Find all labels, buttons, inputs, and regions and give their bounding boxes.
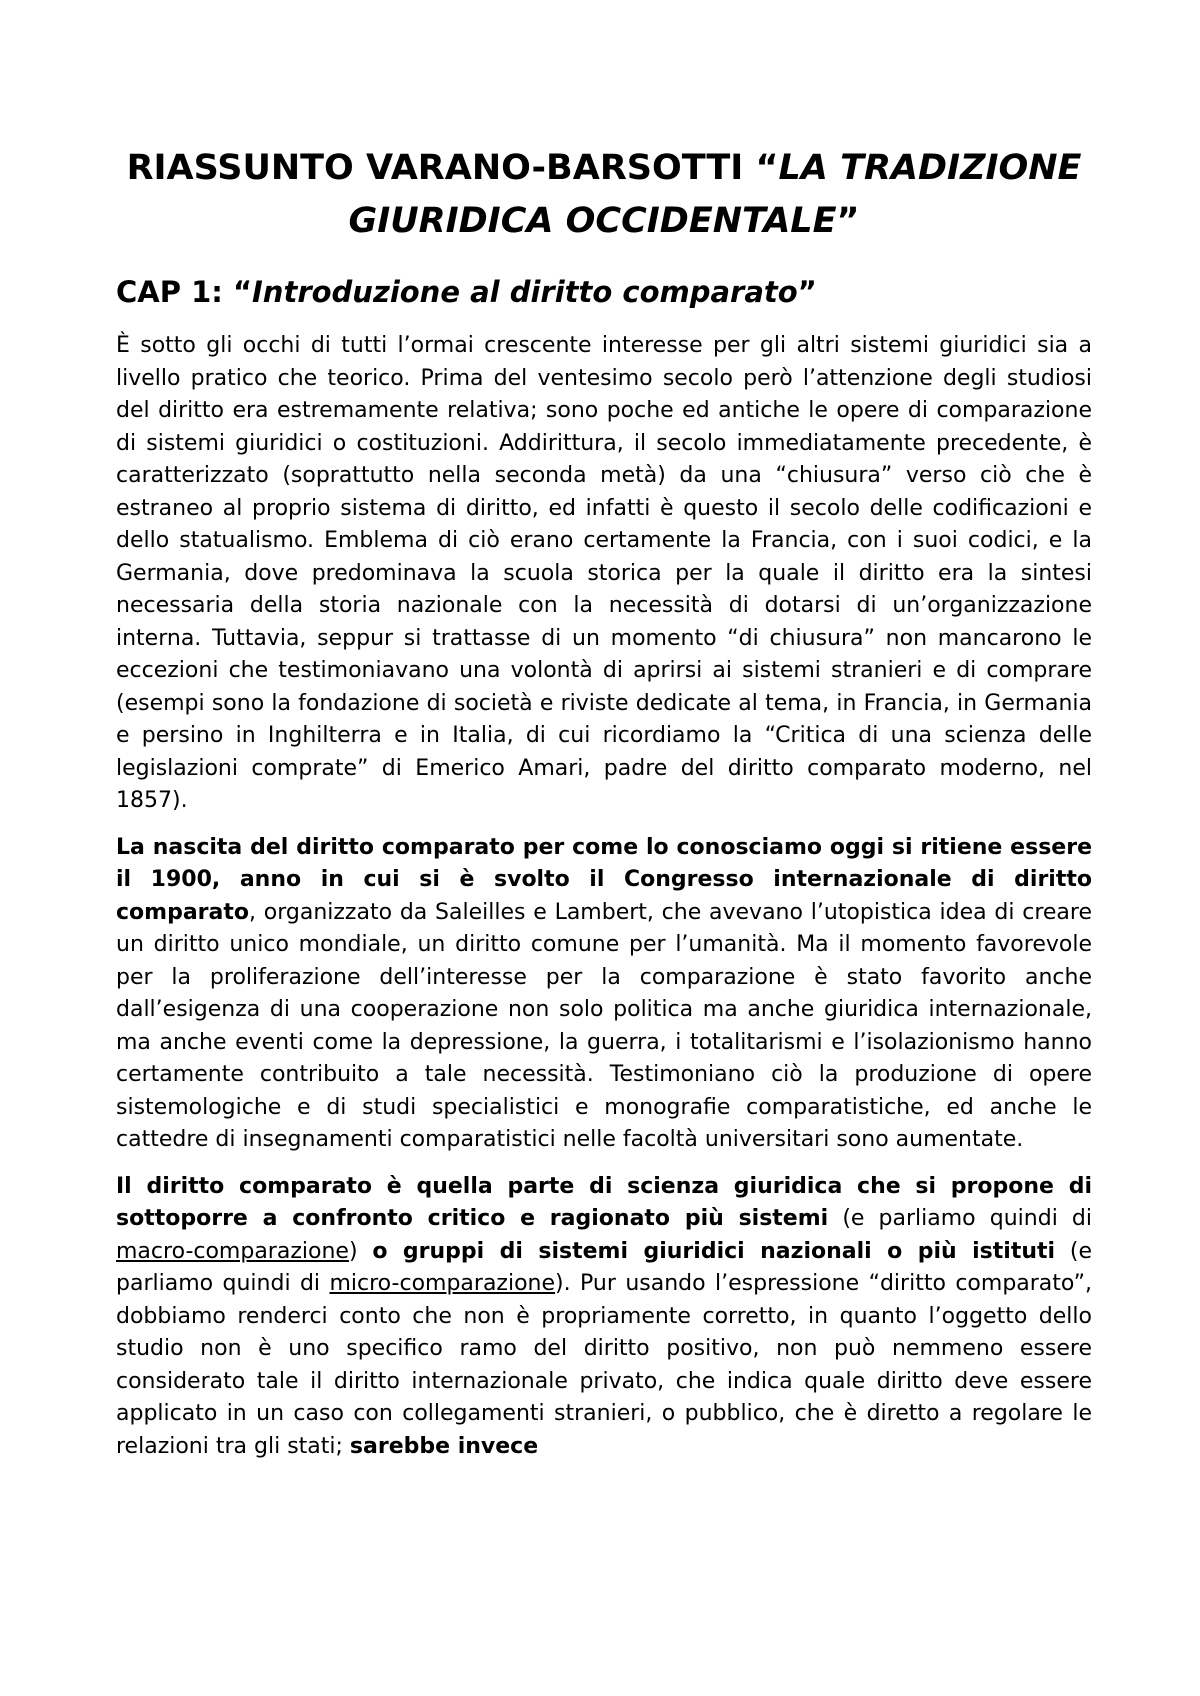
chapter-close-quote: ” [797,275,817,309]
paragraph-2-bold: La nascita del diritto comparato per come lo conosciamo oggi si ritiene essere il 1900, anno in cui si è svolto il Congresso internazionale di diritto comparato [116,834,1092,925]
macro-comparazione-term: macro-comparazione [116,1238,349,1264]
paragraph-3-bold-3: sarebbe invece [349,1433,539,1459]
title-close-quote: ” [836,201,860,241]
paragraph-3-text-1: (e parliamo quindi di [828,1206,1092,1231]
document-title [116,142,1092,248]
paragraph-3-text-2: ) [348,1238,373,1264]
micro-comparazione-term: micro-comparazione [329,1271,556,1296]
title-plain: RIASSUNTO VARANO-BARSOTTI “ [126,148,779,188]
paragraph-3 [116,1171,1092,1464]
paragraph-2 [116,832,1092,1157]
paragraph-3-bold-1: Il diritto comparato è quella parte di scienza giuridica che si propone di sottoporre a confronto critico e ragionato più sistemi [116,1173,1092,1231]
chapter-heading [116,272,1092,312]
paragraph-3-bold-2: o gruppi di sistemi giuridici nazionali o più istituti [372,1238,1056,1264]
chapter-title: Introduzione al diritto comparato [252,275,798,309]
paragraph-1: È sotto gli occhi di tutti l’ormai crescente interesse per gli altri sistemi giuridici sia a livello pratico che teorico. Prima del ventesimo secolo però l’attenzione degli studiosi del diritto era estremamente relativa; sono poche ed antiche le opere di comparazione di sistemi giuridici o costituzioni. Addirittura, il secolo immediatamente precedente, è caratterizzato (soprattutto nella seconda metà) da una “chiusura” verso ciò che è estraneo al proprio sistema di diritto, ed infatti è questo il secolo delle codificazioni e dello statualismo. Emblema di ciò erano certamente la Francia, con i suoi codici, e la Germania, dove predominava la scuola storica per la quale il diritto era la sintesi necessaria della storia nazionale con la necessità di dotarsi di un’organizzazione interna. Tuttavia, seppur si trattasse di un momento “di chiusura” non mancarono le eccezioni che testimoniavano una volontà di aprirsi ai sistemi stranieri e di comprare (esempi sono la fondazione di società e riviste dedicate al tema, in Francia, in Germania e persino in Inghilterra e in Italia, di cui ricordiamo la “Critica di una scienza delle legislazioni comprate” di Emerico Amari, padre del diritto comparato moderno, nel 1857). [116,333,1092,813]
paragraph-2-text: , organizzato da Saleilles e Lambert, che avevano l’utopistica idea di creare un diritto unico mondiale, un diritto comune per l’umanità. Ma il momento favorevole per la proliferazione dell’interesse per la comparazione è stato favorito anche dall’esigenza di una cooperazione non solo politica ma anche giuridica internazionale, ma anche eventi come la depressione, la guerra, i totalitarismi e l’isolazionismo hanno certamente contribuito a tale necessità. Testimoniano ciò la produzione di opere sistemologiche e di studi specialistici e monografie comparatistiche, ed anche le cattedre di insegnamenti comparatistici nelle facoltà universitari sono aumentate. [116,899,1092,1152]
document-page [116,142,1092,1477]
paragraph-3-text-3: (e parliamo quindi di [116,1238,1092,1296]
paragraph-3-text-4: ). Pur usando l’espressione “diritto comparato”, dobbiamo renderci conto che non è propriamente corretto, in quanto l’oggetto dello studio non è uno specifico ramo del diritto positivo, non può nemmeno essere considerato tale il diritto internazionale privato, che indica quale diritto deve essere applicato in un caso con collegamenti stranieri, o pubblico, che è diretto a regolare le relazioni tra gli stati; [116,1271,1092,1459]
chapter-prefix: CAP 1: “ [116,275,253,309]
title-italic: LA TRADIZIONE GIURIDICA OCCIDENTALE [348,148,1082,241]
